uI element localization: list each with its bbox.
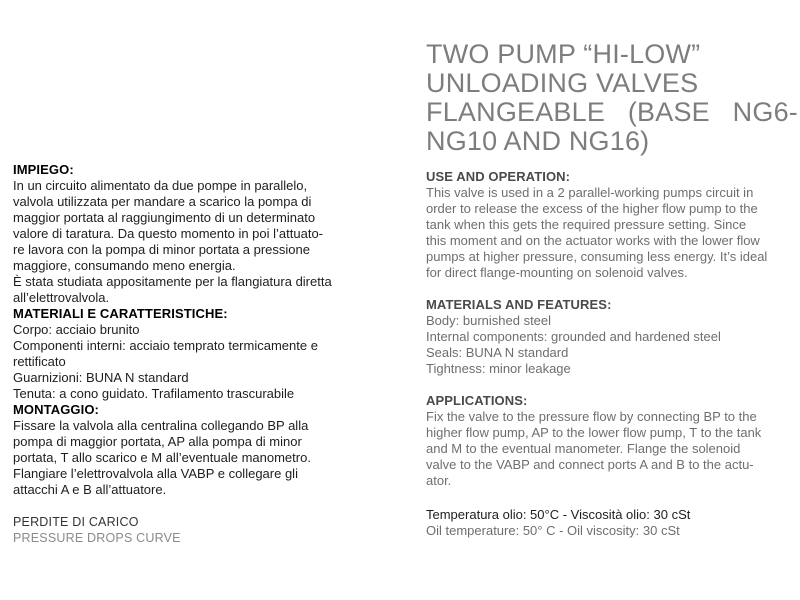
- pressure-drops-caption: [13, 514, 358, 546]
- english-column: [426, 40, 798, 539]
- text-line: pompa di maggior portata, AP alla pompa di minor: [13, 434, 302, 449]
- use-section: [426, 169, 798, 281]
- title-line: FLANGEABLE (BASE NG6-: [426, 97, 798, 127]
- text-line: Fix the valve to the pressure flow by connecting BP to the: [426, 409, 757, 424]
- applications-section: [426, 393, 798, 489]
- text-line: pumps at higher pressure, consuming less energy. It’s ideal: [426, 249, 768, 264]
- oil-temperature-info: [426, 507, 798, 539]
- text-line: This valve is used in a 2 parallel-working pumps circuit in: [426, 185, 754, 200]
- text-line: valve to the VABP and connect ports A and B to the actu-: [426, 457, 754, 472]
- text-line: rettificato: [13, 354, 66, 369]
- title-line: NG10 AND NG16): [426, 126, 650, 156]
- materiali-text: [13, 322, 358, 402]
- text-line: all’elettrovalvola.: [13, 290, 110, 305]
- impiego-text: [13, 178, 358, 306]
- text-line: attacchi A e B all’attuatore.: [13, 482, 167, 497]
- italian-column: [13, 162, 358, 546]
- text-line: maggiore, consumando meno energia.: [13, 258, 236, 273]
- text-line: Body: burnished steel: [426, 313, 552, 328]
- text-line: and M to the eventual manometer. Flange the solenoid: [426, 441, 741, 456]
- text-line: for direct flange-mounting on solenoid valves.: [426, 265, 688, 280]
- text-line: portata, T allo scarico e M all’eventuale manometro.: [13, 450, 311, 465]
- text-line: ator.: [426, 473, 452, 488]
- text-line: Tightness: minor leakage: [426, 361, 571, 376]
- text-line: valore di taratura. Da questo momento in poi l’attuato-: [13, 226, 324, 241]
- text-line: Seals: BUNA N standard: [426, 345, 569, 360]
- page-title: [426, 40, 798, 156]
- text-line: re lavora con la pompa di minor portata a pressione: [13, 242, 310, 257]
- use-heading: USE AND OPERATION:: [426, 169, 571, 184]
- temperatura-olio-text: Temperatura olio: 50°C - Viscosità olio: 30 cSt: [426, 507, 691, 522]
- text-line: maggior portata al raggiungimento di un determinato: [13, 210, 316, 225]
- text-line: Internal components: grounded and hardened steel: [426, 329, 721, 344]
- text-line: Flangiare l’elettrovalvola alla VABP e collegare gli: [13, 466, 298, 481]
- text-line: In un circuito alimentato da due pompe in parallelo,: [13, 178, 308, 193]
- text-line: Tenuta: a cono guidato. Trafilamento trascurabile: [13, 386, 295, 401]
- text-line: tank when this gets the required pressure setting. Since: [426, 217, 747, 232]
- oil-temperature-text: Oil temperature: 50° C - Oil viscosity: 30 cSt: [426, 523, 680, 538]
- impiego-heading: IMPIEGO:: [13, 162, 74, 177]
- text-line: È stata studiata appositamente per la flangiatura diretta: [13, 274, 332, 289]
- text-line: order to release the excess of the higher flow pump to the: [426, 201, 758, 216]
- materiali-heading: MATERIALI E CARATTERISTICHE:: [13, 306, 228, 321]
- perdite-di-carico-label: PERDITE DI CARICO: [13, 515, 139, 529]
- title-line: TWO PUMP “HI-LOW”: [426, 39, 701, 69]
- materials-heading: MATERIALS AND FEATURES:: [426, 297, 612, 312]
- text-line: Componenti interni: acciaio temprato termicamente e: [13, 338, 318, 353]
- text-line: this moment and on the actuator works with the lower flow: [426, 233, 760, 248]
- montaggio-heading: MONTAGGIO:: [13, 402, 99, 417]
- materials-section: [426, 297, 798, 377]
- applications-heading: APPLICATIONS:: [426, 393, 528, 408]
- text-line: Fissare la valvola alla centralina collegando BP alla: [13, 418, 309, 433]
- montaggio-text: [13, 418, 358, 498]
- text-line: Guarnizioni: BUNA N standard: [13, 370, 189, 385]
- title-line: UNLOADING VALVES: [426, 68, 699, 98]
- text-line: Corpo: acciaio brunito: [13, 322, 140, 337]
- text-line: valvola utilizzata per mandare a scarico la pompa di: [13, 194, 312, 209]
- pressure-drops-curve-label: PRESSURE DROPS CURVE: [13, 531, 181, 545]
- text-line: higher flow pump, AP to the lower flow pump, T to the tank: [426, 425, 762, 440]
